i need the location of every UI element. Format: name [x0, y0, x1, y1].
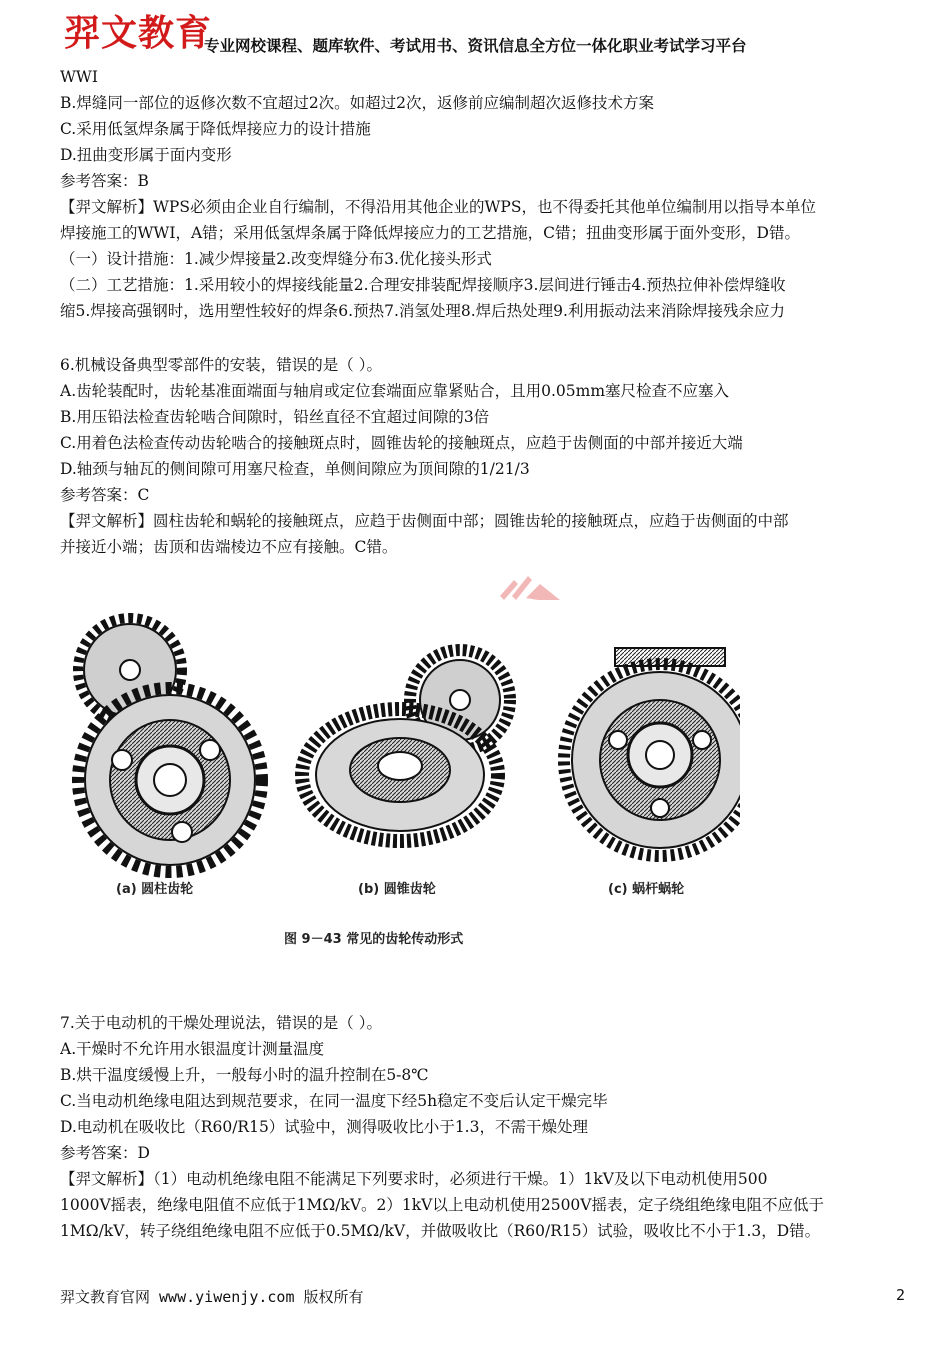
option-b: B.烘干温度缓慢上升，一般每小时的温升控制在5-8℃ [60, 1066, 429, 1084]
answer: 参考答案：D [60, 1144, 150, 1162]
option-c: C.当电动机绝缘电阻达到规范要求，在同一温度下经5h稳定不变后认定干燥完毕 [60, 1092, 608, 1110]
analysis-line: 【羿文解析】WPS必须由企业自行编制，不得沿用其他企业的WPS，也不得委托其他单位编制用以指导本单位 [60, 198, 816, 216]
option-b: B.用压铅法检查齿轮啮合间隙时，铅丝直径不宜超过间隙的3倍 [60, 408, 490, 426]
figure-title: 图 9－43 常见的齿轮传动形式 [284, 932, 464, 947]
analysis-line: 并接近小端；齿顶和齿端棱边不应有接触。C错。 [60, 538, 398, 556]
option-c: C.用着色法检查传动齿轮啮合的接触斑点时，圆锥齿轮的接触斑点，应趋于齿侧面的中部并接近大端 [60, 434, 743, 452]
text-line: WWI [60, 68, 98, 86]
caption-c: (c) 蜗杆蜗轮 [608, 882, 685, 897]
page-header [62, 8, 922, 60]
option-a: A.齿轮装配时，齿轮基准面端面与轴肩或定位套端面应靠紧贴合，且用0.05mm塞尺检查不应塞入 [60, 382, 730, 400]
section-q5-continued [60, 64, 895, 560]
option-c: C.采用低氢焊条属于降低焊接应力的设计措施 [60, 120, 371, 138]
gear-figure [60, 600, 740, 960]
question-7-stem: 7.关于电动机的干燥处理说法，错误的是（ ）。 [60, 1014, 382, 1032]
brand-slogan: 专业网校课程、题库软件、考试用书、资讯信息全方位一体化职业考试学习平台 [204, 37, 747, 55]
option-d: D.电动机在吸收比（R60/R15）试验中，测得吸收比小于1.3，不需干燥处理 [60, 1118, 588, 1136]
answer: 参考答案：B [60, 172, 149, 190]
option-a: A.干燥时不允许用水银温度计测量温度 [60, 1040, 325, 1058]
analysis-line: 焊接施工的WWI，A错；采用低氢焊条属于降低焊接应力的工艺措施，C错；扭曲变形属于面外变形，D错。 [60, 224, 800, 242]
page-footer [60, 1286, 905, 1307]
question-6-stem: 6.机械设备典型零部件的安装，错误的是（ ）。 [60, 356, 382, 374]
option-d: D.轴颈与轴瓦的侧间隙可用塞尺检查，单侧间隙应为顶间隙的1/21/3 [60, 460, 530, 478]
question-7 [60, 1010, 895, 1244]
analysis-line: （二）工艺措施：1.采用较小的焊接线能量2.合理安排装配焊接顺序3.层间进行锤击4.预热拉伸补偿焊缝收 [60, 276, 786, 294]
bevel-gear-icon [302, 650, 510, 841]
watermark-icon [490, 566, 560, 600]
analysis-line: 【羿文解析】（1）电动机绝缘电阻不能满足下列要求时，必须进行干燥。1）1kV及以下电动机使用500 [60, 1170, 768, 1188]
spur-gear-icon [78, 618, 262, 872]
analysis-line: （一）设计措施：1.减少焊接量2.改变焊缝分布3.优化接头形式 [60, 250, 492, 268]
option-d: D.扭曲变形属于面内变形 [60, 146, 232, 164]
option-b: B.焊缝同一部位的返修次数不宜超过2次。如超过2次，返修前应编制超次返修技术方案 [60, 94, 655, 112]
page-number: 2 [895, 1286, 905, 1304]
brand-logo[interactable]: 羿文教育 [64, 13, 213, 54]
worm-gear-icon [564, 648, 740, 856]
analysis-line: 缩5.焊接高强钢时，选用塑性较好的焊条6.预热7.消氢处理8.焊后热处理9.利用振动法来消除焊接残余应力 [60, 302, 785, 320]
answer: 参考答案：C [60, 486, 150, 504]
analysis-line: 【羿文解析】圆柱齿轮和蜗轮的接触斑点，应趋于齿侧面中部；圆锥齿轮的接触斑点，应趋于齿侧面的中部 [60, 512, 789, 530]
caption-a: (a) 圆柱齿轮 [116, 882, 194, 897]
analysis-line: 1000V摇表，绝缘电阻值不应低于1MΩ/kV。2）1kV以上电动机使用2500V摇表，定子绕组绝缘电阻不应低于 [60, 1196, 824, 1214]
footer-copyright: 羿文教育官网 www.yiwenjy.com 版权所有 [60, 1288, 364, 1306]
analysis-line: 1MΩ/kV，转子绕组绝缘电阻不应低于0.5MΩ/kV，并做吸收比（R60/R15）试验，吸收比不小于1.3，D错。 [60, 1222, 821, 1240]
caption-b: (b) 圆锥齿轮 [358, 882, 436, 897]
